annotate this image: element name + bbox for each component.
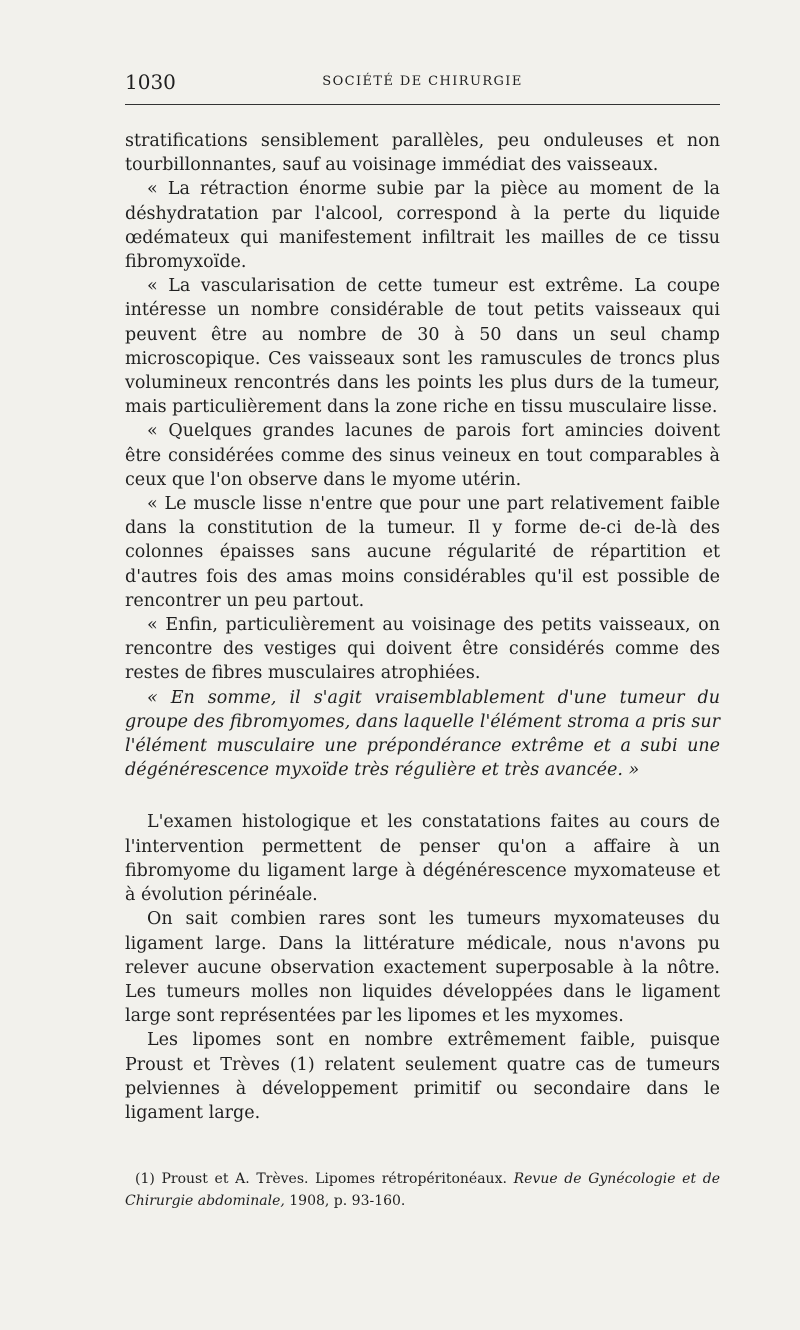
- paragraph: « La vascularisation de cette tumeur est extrême. La coupe intéresse un nombre considérable de tout petits vaisseaux qui peuvent être au nombre de 30 à 50 dans un seul champ microscopique. Ces vaisseaux sont les ramuscules de troncs plus volumineux rencontrés dans les points les plus durs de la tumeur, mais particulièrement dans la zone riche en tissu musculaire lisse.: [125, 276, 720, 418]
- footnote: [125, 1168, 720, 1212]
- paragraph: « Le muscle lisse n'entre que pour une part relativement faible dans la constitution de la tumeur. Il y forme de-ci de-là des colonnes épaisses sans aucune régularité de répartition et d'autres fois des amas moins considérables qu'il est possible de rencontrer un peu partout.: [125, 494, 720, 611]
- page-header: [125, 66, 720, 94]
- page: [125, 66, 720, 1209]
- footnote-ref: 1908, p. 93-160.: [289, 1193, 406, 1209]
- header-rule: [125, 104, 720, 105]
- paragraph: « Quelques grandes lacunes de parois fort amincies doivent être considérées comme des sinus veineux en tout comparables à ceux que l'on observe dans le myome utérin.: [125, 421, 720, 490]
- paragraph: L'examen histologique et les constatations faites au cours de l'intervention permettent de penser qu'on a affaire à un fibromyome du ligament large à dégénérescence myxomateuse et à évolution périnéale.: [125, 812, 720, 906]
- paragraph: « Enfin, particulièrement au voisinage des petits vaisseaux, on rencontre des vestiges qui doivent être considérés comme des restes de fibres musculaires atrophiées.: [125, 615, 720, 684]
- conclusion-quote: « En somme, il s'agit vraisemblablement d'une tumeur du groupe des fibromyomes, dans laquelle l'élément stroma a pris sur l'élément musculaire une prépondérance extrême et a subi une dégénérescence myxoïde très régulière et très avancée. »: [125, 687, 720, 781]
- body-text: [125, 129, 720, 1125]
- paragraph: On sait combien rares sont les tumeurs myxomateuses du ligament large. Dans la littérature médicale, nous n'avons pu relever aucune observation exactement superposable à la nôtre. Les tumeurs molles non liquides développées dans le ligament large sont représentées par les lipomes et les myxomes.: [125, 909, 720, 1027]
- paragraph: Les lipomes sont en nombre extrêmement faible, puisque Proust et Trèves (1) relatent seulement quatre cas de tumeurs pelviennes à développement primitif ou secondaire dans le ligament large.: [125, 1030, 720, 1123]
- running-head: SOCIÉTÉ DE CHIRURGIE: [322, 74, 523, 89]
- paragraph: stratifications sensiblement parallèles, peu onduleuses et non tourbillonnantes, sauf au voisinage immédiat des vaisseaux.: [125, 131, 720, 176]
- footnote-journal: Revue de Gynécologie et de Chirurgie abdominale,: [125, 1171, 720, 1209]
- paragraph: « La rétraction énorme subie par la pièce au moment de la déshydratation par l'alcool, correspond à la perte du liquide œdémateux qui manifestement infiltrait les mailles de ce tissu fibromyxoïde.: [125, 179, 720, 273]
- section-gap: [125, 782, 720, 810]
- footnote-text: (1) Proust et A. Trèves. Lipomes rétropéritonéaux.: [135, 1171, 514, 1187]
- page-number: 1030: [125, 70, 176, 94]
